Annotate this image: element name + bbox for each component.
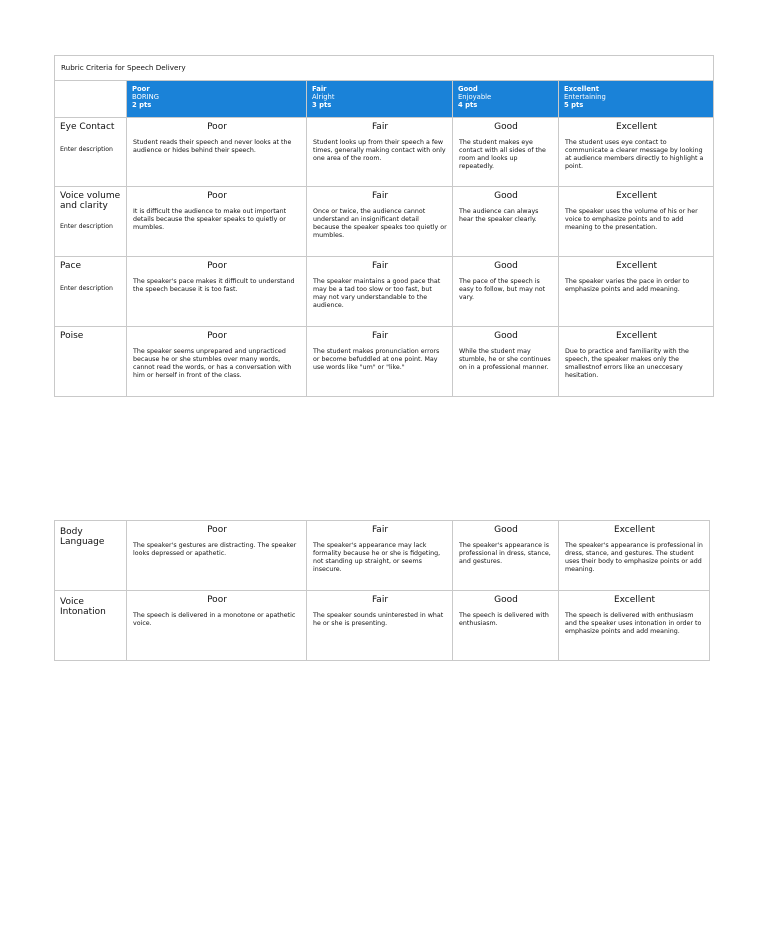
- level-title: Fair: [312, 85, 327, 93]
- rating-text: The speech is delivered in a monotone or apathetic voice.: [133, 612, 296, 627]
- rating-cell-good: [453, 257, 559, 327]
- rating-level: Excellent: [613, 595, 656, 605]
- rating-text: The speaker's gestures are distracting. The speaker looks depressed or apathetic.: [133, 542, 297, 557]
- rating-text: The student uses eye contact to communicate a clearer message by looking at audience members directly to highlight a point.: [565, 139, 704, 170]
- header-blank-cell: [55, 81, 127, 118]
- rating-cell-fair: [307, 257, 453, 327]
- rating-level: Fair: [371, 331, 389, 341]
- rating-text: The speaker uses the volume of his or her voice to emphasize points and to add meaning to the presentation.: [565, 208, 698, 231]
- rating-cell-excellent: [559, 327, 714, 397]
- rating-cell-fair: [307, 521, 453, 591]
- rating-text: Once or twice, the audience cannot understand an insignificant detail because the speaker speaks too quietly or mumbles.: [313, 208, 447, 239]
- rating-level: Good: [494, 261, 518, 271]
- rating-text: The speaker's pace makes it difficult to understand the speech because it is too fast.: [133, 278, 295, 293]
- rating-level: Fair: [371, 525, 389, 535]
- criterion-cell: [55, 187, 127, 257]
- rubric-table-continued: [54, 520, 710, 661]
- criterion-cell: [55, 591, 127, 661]
- criterion-name: Voice Intonation: [60, 597, 106, 617]
- level-subtitle: Entertaining: [564, 93, 606, 101]
- rating-text: The speaker sounds uninterested in what he or she is presenting.: [313, 612, 444, 627]
- rating-text: The speaker's appearance may lack formality because he or she is fidgeting, not standing up straight, or seems insecure.: [313, 542, 441, 573]
- rating-cell-good: [453, 118, 559, 187]
- criterion-row-body-language: [55, 521, 710, 591]
- rating-cell-poor: [127, 521, 307, 591]
- rating-text: The speaker maintains a good pace that may be a tad too slow or too fast, but may not vary understandable to the audience.: [313, 278, 441, 309]
- criterion-row-voice-intonation: [55, 591, 710, 661]
- header-fair: [307, 81, 453, 118]
- rating-level: Good: [494, 122, 518, 132]
- level-title: Good: [458, 85, 478, 93]
- rating-level: Poor: [207, 595, 227, 605]
- criterion-row-voice-volume: [55, 187, 714, 257]
- rating-cell-excellent: [559, 257, 714, 327]
- rating-text: The speech is delivered with enthusiasm.: [459, 612, 549, 627]
- level-subtitle: Alright: [312, 93, 335, 101]
- criterion-description: Enter description: [60, 285, 113, 292]
- rating-level: Poor: [207, 525, 227, 535]
- criterion-row-pace: [55, 257, 714, 327]
- criterion-name: Eye Contact: [60, 122, 115, 132]
- rating-text: The speech is delivered with enthusiasm and the speaker uses intonation in order to emphasize points and add meaning.: [565, 612, 702, 635]
- rating-cell-poor: [127, 327, 307, 397]
- level-points: 4 pts: [458, 101, 478, 109]
- rating-text: While the student may stumble, he or she continues on in a professional manner.: [459, 348, 551, 371]
- rating-text: The pace of the speech is easy to follow, but may not vary.: [459, 278, 546, 301]
- rating-cell-fair: [307, 327, 453, 397]
- rating-cell-fair: [307, 187, 453, 257]
- rating-text: It is difficult the audience to make out important details because the speaker speaks to quietly or mumbles.: [133, 208, 287, 231]
- level-subtitle: BORING: [132, 93, 159, 101]
- rating-text: Due to practice and familiarity with the speech, the speaker makes only the smallestnof errors like an uneccesary hesitation.: [565, 348, 689, 379]
- rating-level: Fair: [371, 595, 389, 605]
- criterion-description: Enter description: [60, 146, 113, 153]
- rating-level: Fair: [371, 191, 389, 201]
- criterion-cell: [55, 118, 127, 187]
- rating-cell-fair: [307, 118, 453, 187]
- criterion-name: Poise: [60, 331, 84, 341]
- criterion-name: Voice volume and clarity: [60, 191, 121, 211]
- rating-cell-excellent: [559, 187, 714, 257]
- rating-text: The audience can always hear the speaker clearly.: [459, 208, 539, 223]
- rating-level: Poor: [207, 331, 227, 341]
- rating-level: Good: [494, 191, 518, 201]
- header-good: [453, 81, 559, 118]
- rating-cell-good: [453, 591, 559, 661]
- rating-cell-excellent: [559, 118, 714, 187]
- rubric-table: [54, 55, 714, 397]
- header-excellent: [559, 81, 714, 118]
- rating-level: Excellent: [615, 331, 658, 341]
- level-subtitle: Enjoyable: [458, 93, 492, 101]
- criterion-row-poise: [55, 327, 714, 397]
- rating-level: Excellent: [615, 122, 658, 132]
- rating-level: Fair: [371, 261, 389, 271]
- rating-cell-fair: [307, 591, 453, 661]
- rating-level: Excellent: [615, 261, 658, 271]
- rating-text: The speaker's appearance is professional in dress, stance, and gestures.: [459, 542, 551, 565]
- rating-level: Excellent: [613, 525, 656, 535]
- rating-level: Good: [494, 525, 518, 535]
- header-poor: [127, 81, 307, 118]
- rating-cell-poor: [127, 257, 307, 327]
- rating-text: Student looks up from their speech a few times, generally making contact with only one area of the room.: [313, 139, 446, 162]
- rating-level: Good: [494, 595, 518, 605]
- criterion-row-eye-contact: [55, 118, 714, 187]
- level-title: Poor: [132, 85, 150, 93]
- rating-text: Student reads their speech and never looks at the audience or hides behind their speech.: [133, 139, 292, 154]
- rating-level: Poor: [207, 122, 227, 132]
- rating-cell-poor: [127, 187, 307, 257]
- criterion-cell: [55, 327, 127, 397]
- rating-cell-good: [453, 187, 559, 257]
- rubric-title: Rubric Criteria for Speech Delivery: [55, 56, 714, 81]
- rating-text: The student makes pronunciation errors or become befuddled at one point. May use words like "um" or "like.": [313, 348, 440, 371]
- rating-text: The speaker's appearance is professional in dress, stance, and gestures. The student uses their body to emphasize points or add meaning.: [565, 542, 703, 573]
- criterion-name: Pace: [60, 261, 82, 271]
- rating-level: Poor: [207, 191, 227, 201]
- criterion-description: Enter description: [60, 223, 113, 230]
- rating-cell-excellent: [559, 521, 710, 591]
- rating-cell-poor: [127, 118, 307, 187]
- level-title: Excellent: [564, 85, 600, 93]
- rating-cell-good: [453, 521, 559, 591]
- level-points: 5 pts: [564, 101, 584, 109]
- rating-level: Excellent: [615, 191, 658, 201]
- rating-text: The speaker varies the pace in order to emphasize points and add meaning.: [565, 278, 690, 293]
- rating-level: Good: [494, 331, 518, 341]
- level-points: 3 pts: [312, 101, 332, 109]
- rating-text: The student makes eye contact with all sides of the room and looks up repeatedly.: [459, 139, 546, 170]
- rating-cell-excellent: [559, 591, 710, 661]
- criterion-cell: [55, 257, 127, 327]
- criterion-name: Body Language: [60, 527, 105, 547]
- criterion-cell: [55, 521, 127, 591]
- rating-level: Fair: [371, 122, 389, 132]
- rating-header-row: [55, 81, 714, 118]
- rating-cell-poor: [127, 591, 307, 661]
- rating-level: Poor: [207, 261, 227, 271]
- rating-text: The speaker seems unprepared and unpracticed because he or she stumbles over many words, cannot read the words, or has a conversation with him or herself in front of the class.: [133, 348, 292, 379]
- level-points: 2 pts: [132, 101, 152, 109]
- rating-cell-good: [453, 327, 559, 397]
